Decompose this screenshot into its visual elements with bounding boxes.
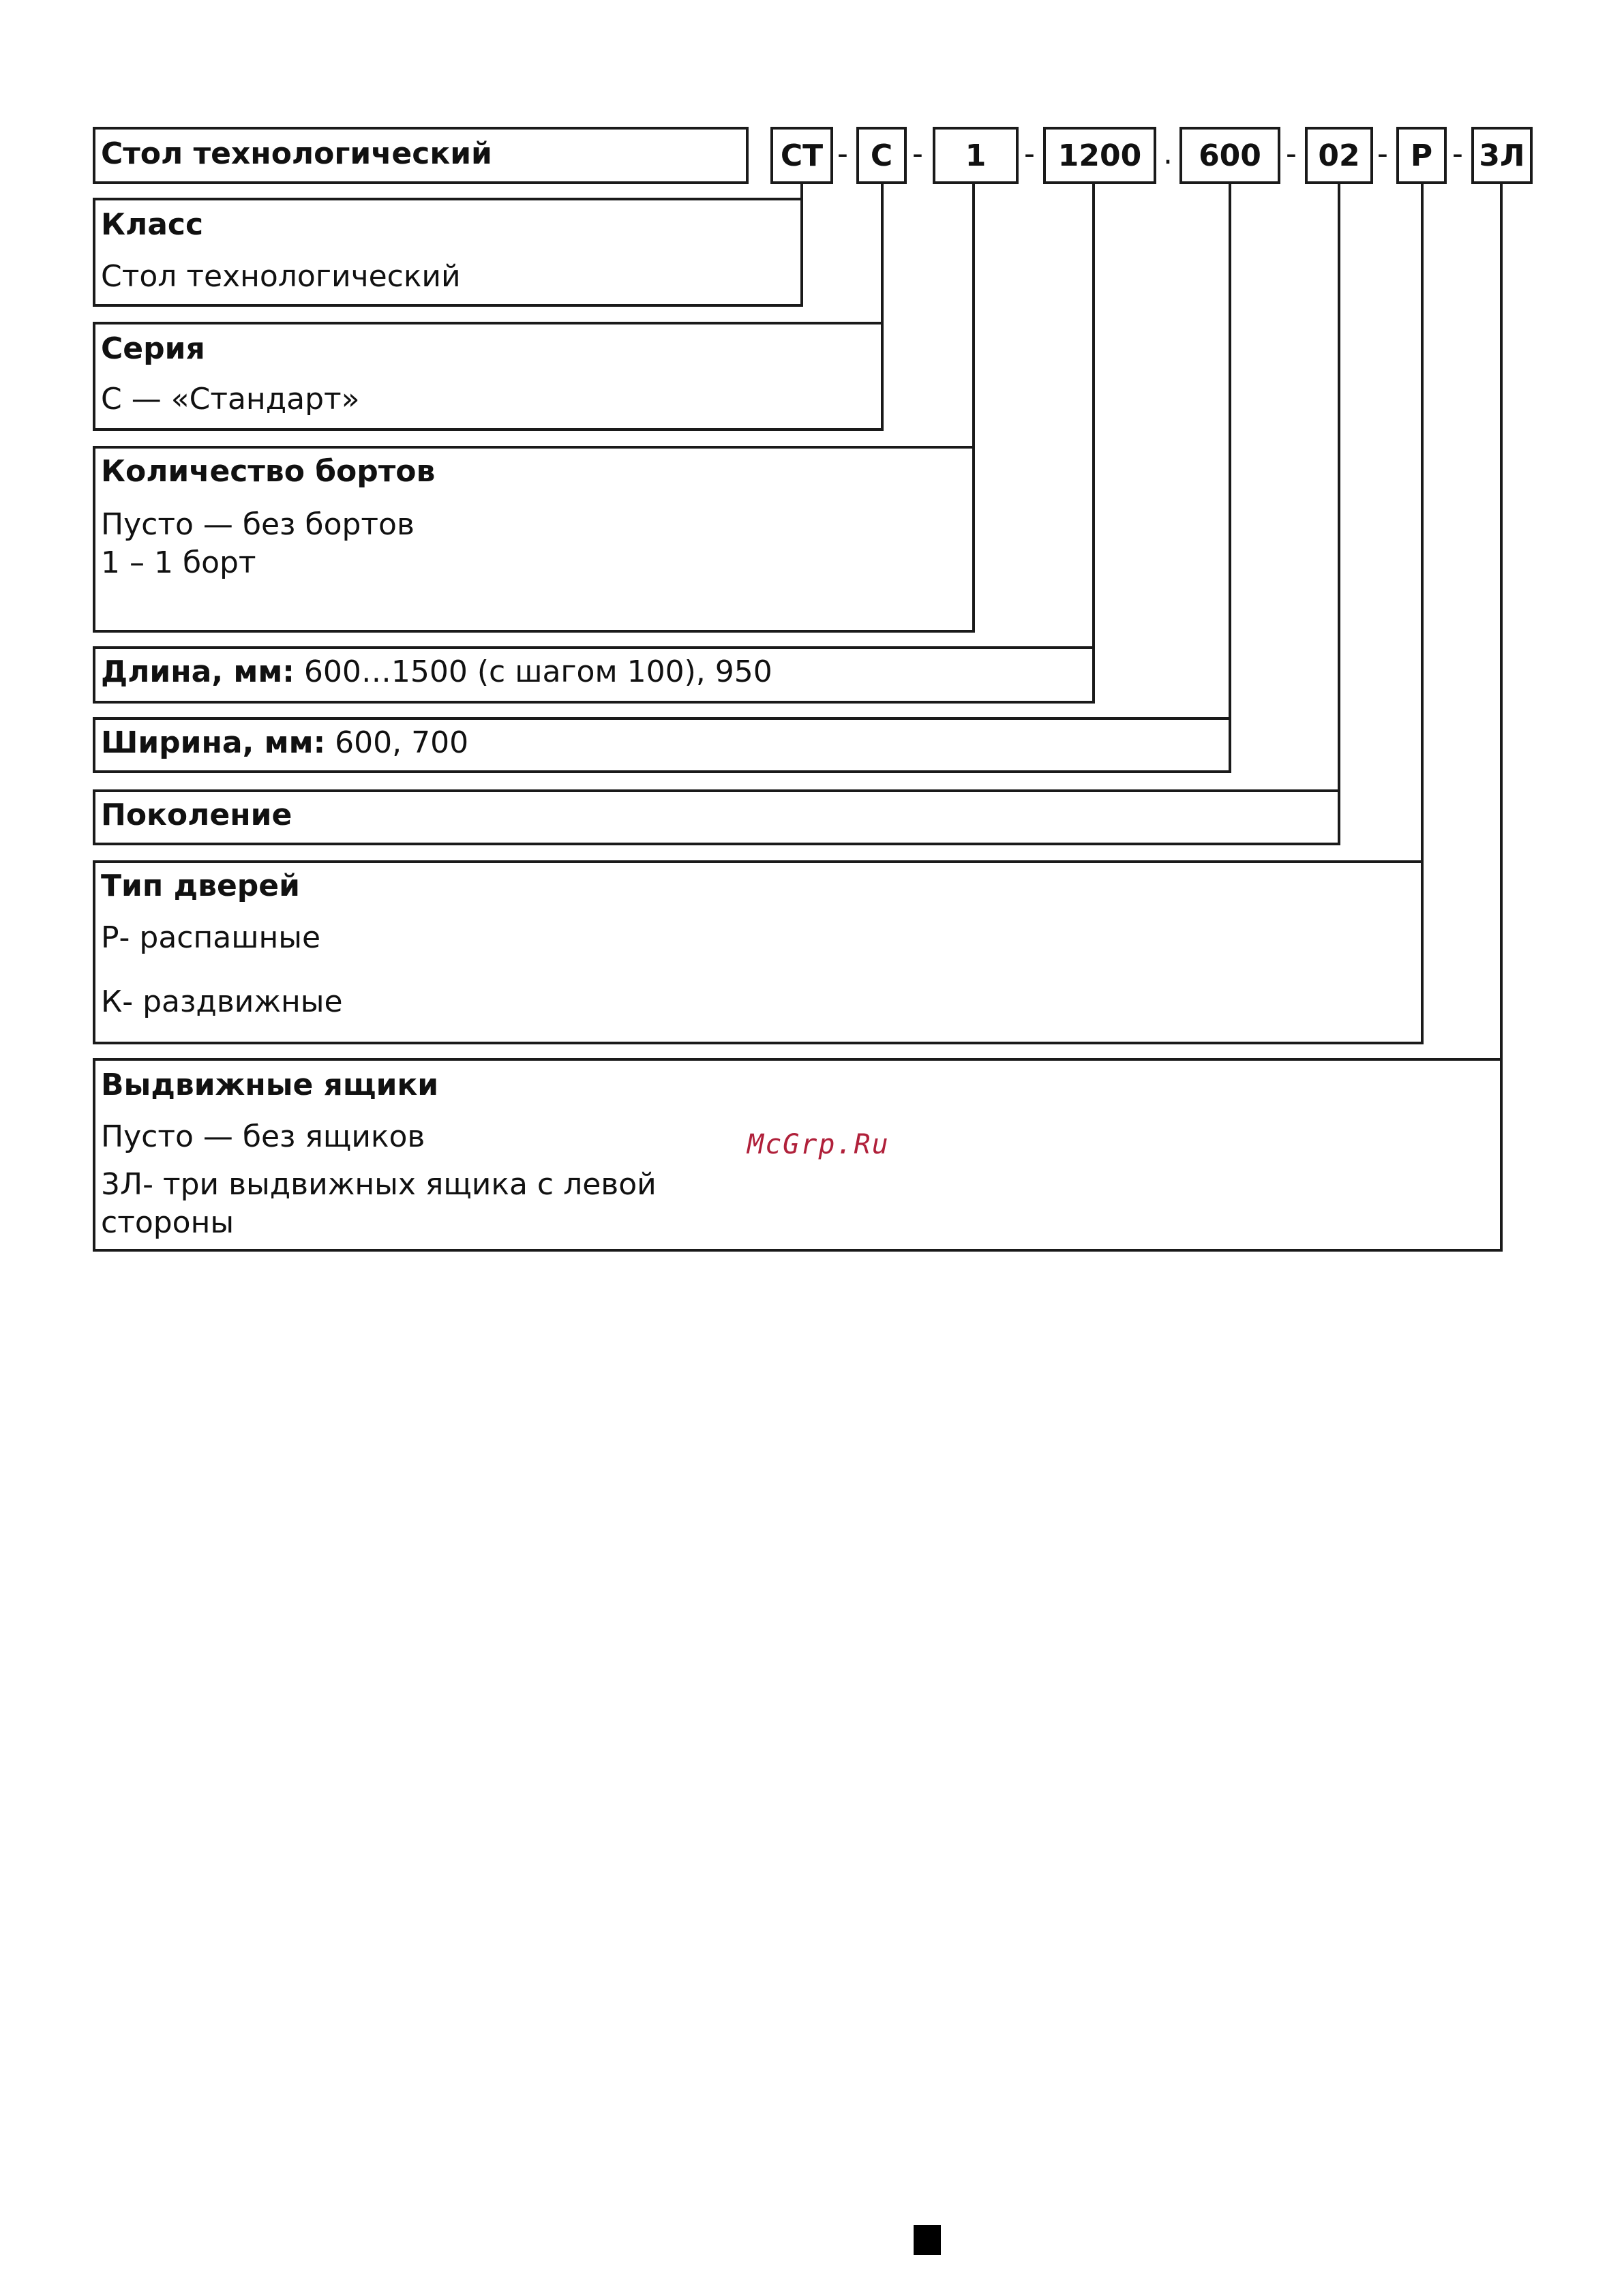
page-marker-square [914, 2225, 941, 2255]
section-yashchiki-line: Пусто — без ящиков [101, 1119, 425, 1154]
code-02: 02 [1305, 127, 1373, 184]
section-shirina-label: Ширина, мм: [101, 725, 326, 760]
section-dlina-label: Длина, мм: [101, 654, 295, 689]
separator: - [1024, 136, 1035, 171]
code-ct: СТ [770, 127, 833, 184]
separator: . [1163, 136, 1173, 171]
code-r: Р [1396, 127, 1447, 184]
section-borta-line: 1 – 1 борт [101, 545, 256, 580]
section-dveri-title: Тип дверей [101, 868, 300, 903]
code-600: 600 [1179, 127, 1280, 184]
code-1: 1 [933, 127, 1019, 184]
section-shirina-value: 600, 700 [335, 725, 469, 760]
section-seriya-line: С — «Стандарт» [101, 382, 360, 417]
section-dlina-text [101, 653, 772, 691]
separator: - [1377, 136, 1388, 171]
separator: - [1452, 136, 1463, 171]
section-pokolenie-title: Поколение [101, 798, 292, 832]
section-yashchiki-line: стороны [101, 1205, 235, 1240]
section-seriya-title: Серия [101, 331, 205, 366]
section-dlina-value: 600…1500 (с шагом 100), 950 [303, 654, 772, 689]
code-1200: 1200 [1043, 127, 1156, 184]
header-title: Стол технологический [101, 136, 492, 171]
separator: - [912, 136, 923, 171]
section-dveri-line: К- раздвижные [101, 984, 343, 1019]
section-klass-title: Класс [101, 207, 204, 242]
separator: - [1286, 136, 1297, 171]
code-c: С [856, 127, 907, 184]
section-borta-title: Количество бортов [101, 454, 436, 489]
section-shirina-text [101, 724, 468, 762]
connector-line [1229, 184, 1231, 773]
connector-line [1338, 184, 1340, 845]
section-borta-line: Пусто — без бортов [101, 507, 415, 542]
section-dveri-line: Р- распашные [101, 920, 321, 955]
code-3l: 3Л [1471, 127, 1533, 184]
section-yashchiki-line: 3Л- три выдвижных ящика с левой [101, 1167, 657, 1202]
section-klass-line: Стол технологический [101, 259, 461, 294]
section-yashchiki-title: Выдвижные ящики [101, 1068, 439, 1102]
watermark: McGrp.Ru [747, 1129, 890, 1160]
connector-line [1092, 184, 1095, 704]
separator: - [837, 136, 848, 171]
